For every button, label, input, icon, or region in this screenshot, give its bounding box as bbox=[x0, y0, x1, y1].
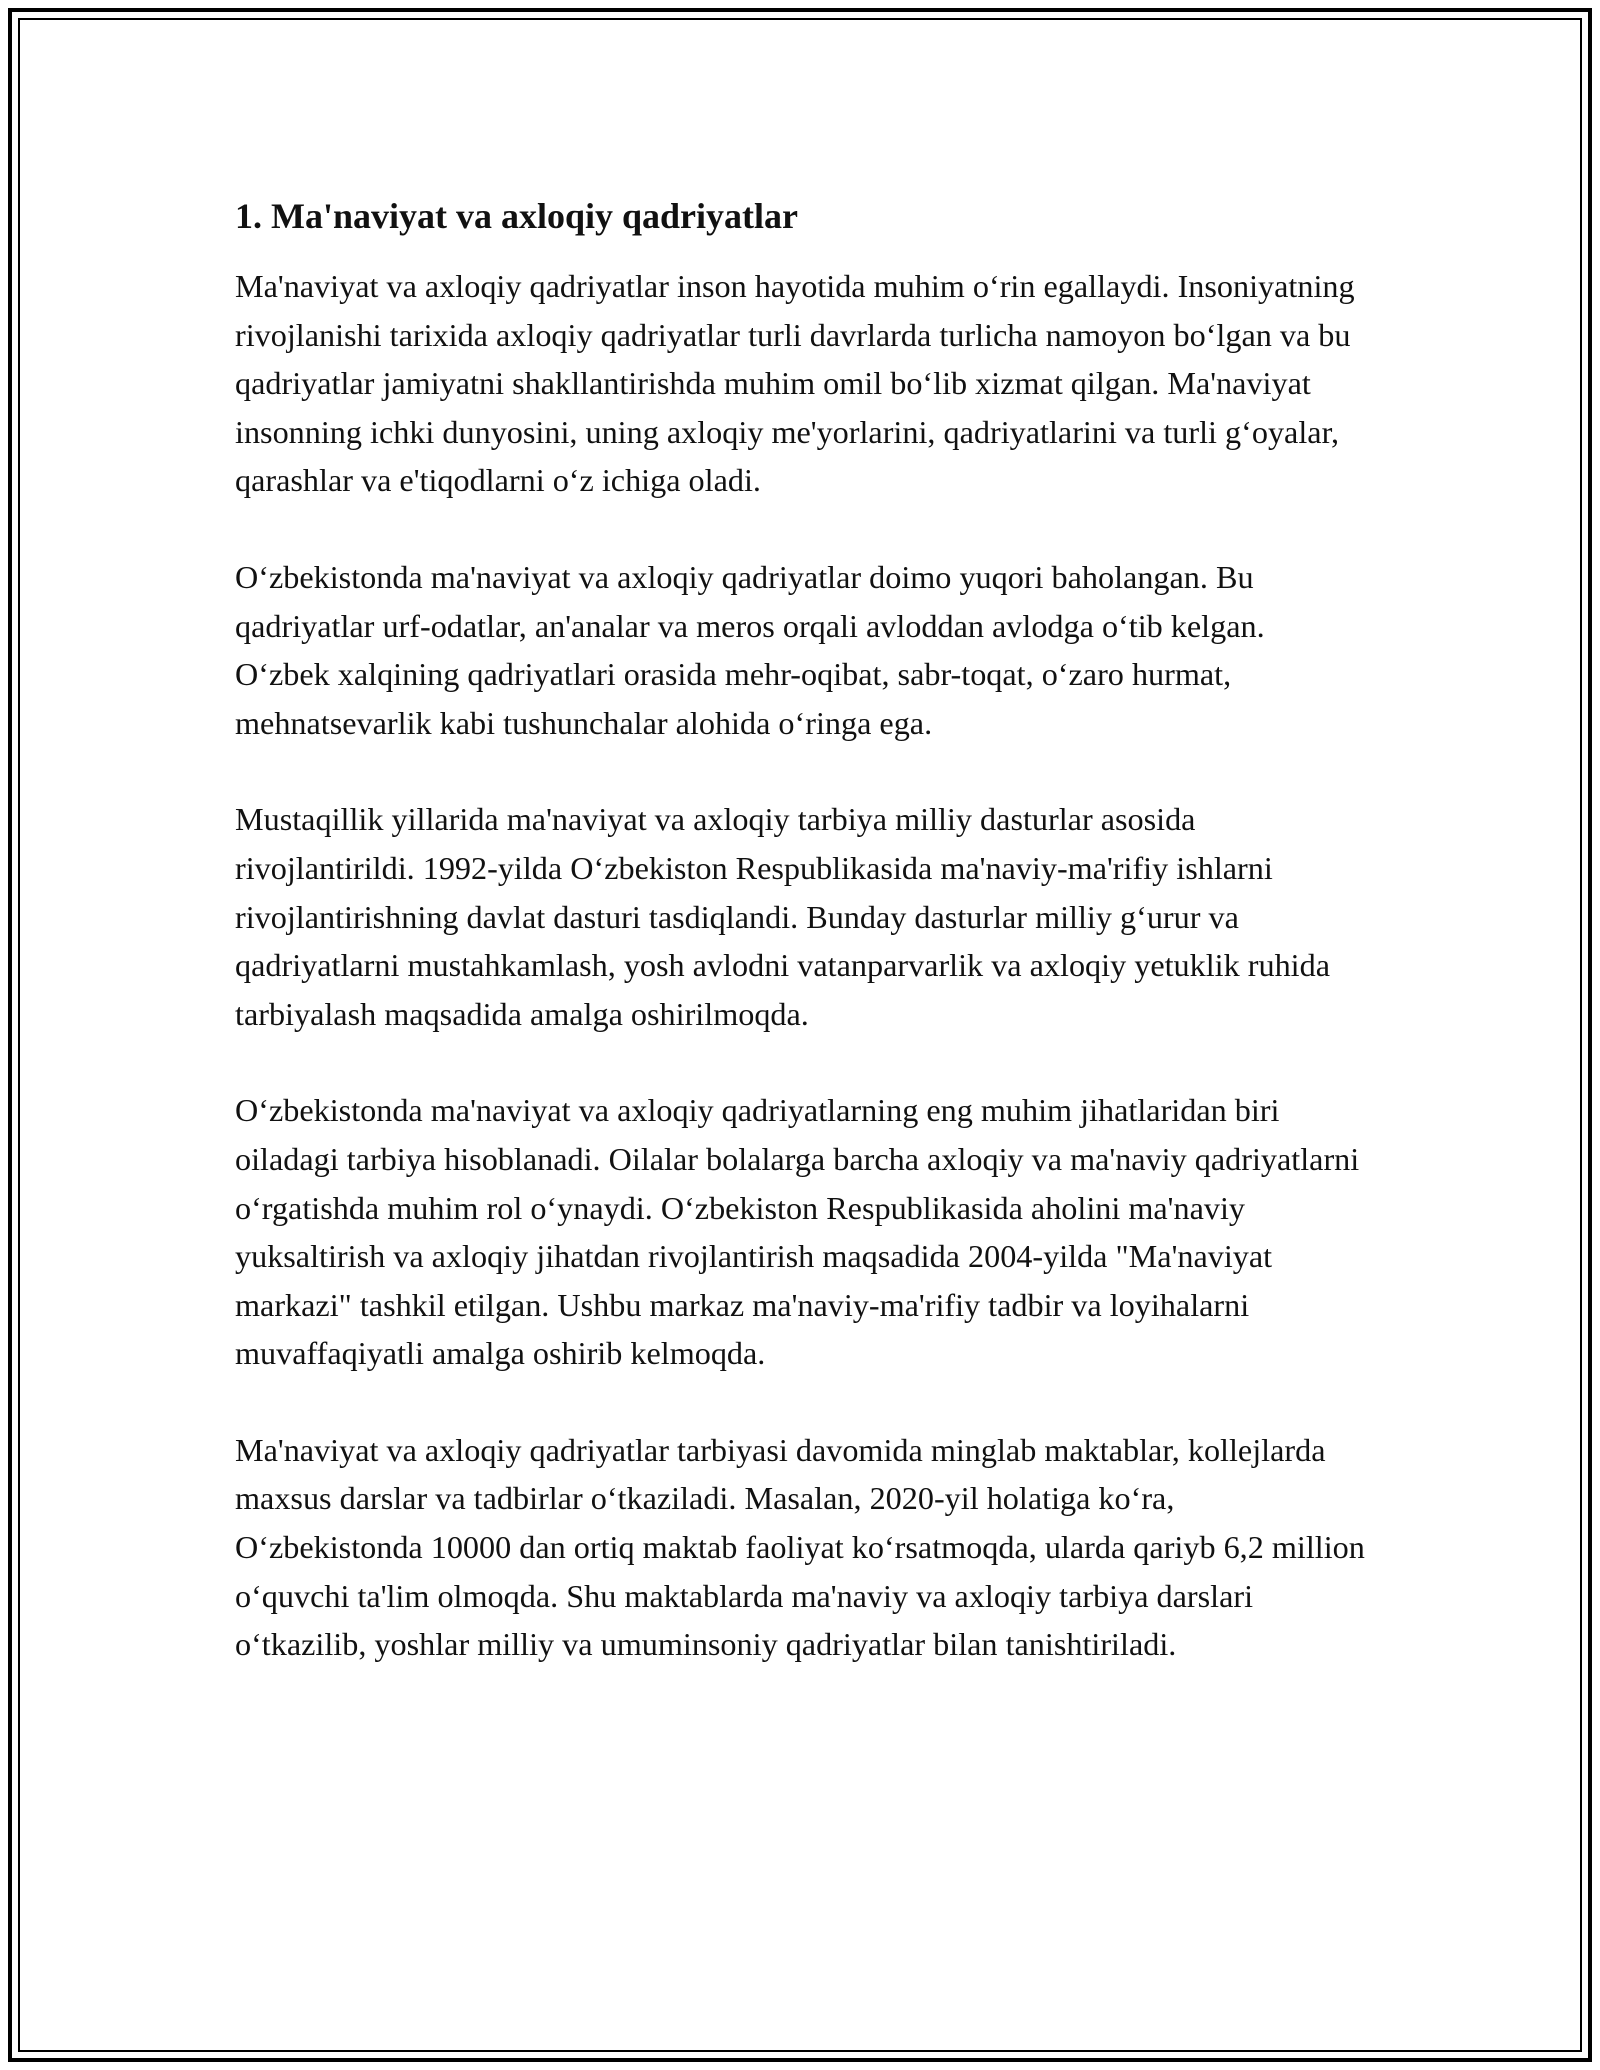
paragraph-4: O‘zbekistonda ma'naviyat va axloqiy qadriyatlarning eng muhim jihatlaridan biri oiladagi tarbiya hisoblanadi. Oilalar bolalarga barcha axloqiy va ma'naviy qadriyatlarni o‘rgatishda muhim rol o‘ynaydi. O‘zbekiston Respublikasida aholini ma'naviy yuksaltirish va axloqiy jihatdan rivojlantirish maqsadida 2004-yilda "Ma'naviyat markazi" tashkil etilgan. Ushbu markaz ma'naviy-ma'rifiy tadbir va loyihalarni muvaffaqiyatli amalga oshirib kelmoqda. bbox=[235, 1092, 1360, 1372]
paragraph-3: Mustaqillik yillarida ma'naviyat va axloqiy tarbiya milliy dasturlar asosida rivojlantirildi. 1992-yilda O‘zbekiston Respublikasida ma'naviy-ma'rifiy ishlarni rivojlantirishning davlat dasturi tasdiqlandi. Bunday dasturlar milliy g‘urur va qadriyatlarni mustahkamlash, yosh avlodni vatanparvarlik va axloqiy yetuklik ruhida tarbiyalash maqsadida amalga oshirilmoqda. bbox=[235, 801, 1330, 1032]
section-heading: 1. Ma'naviyat va axloqiy qadriyatlar bbox=[235, 196, 799, 236]
paragraph-2: O‘zbekistonda ma'naviyat va axloqiy qadriyatlar doimo yuqori baholangan. Bu qadriyatlar urf-odatlar, an'analar va meros orqali avloddan avlodga o‘tib kelgan. O‘zbek xalqining qadriyatlari orasida mehr-oqibat, sabr-toqat, o‘zaro hurmat, mehnatsevarlik kabi tushunchalar alohida o‘ringa ega. bbox=[235, 558, 1265, 741]
document-body bbox=[235, 192, 1365, 1717]
paragraph-5: Ma'naviyat va axloqiy qadriyatlar tarbiyasi davomida minglab maktablar, kollejlarda maxsus darslar va tadbirlar o‘tkaziladi. Masalan, 2020-yil holatiga ko‘ra, O‘zbekistonda 10000 dan ortiq maktab faoliyat ko‘rsatmoqda, ularda qariyb 6,2 million o‘quvchi ta'lim olmoqda. Shu maktablarda ma'naviy va axloqiy tarbiya darslari o‘tkazilib, yoshlar milliy va umuminsoniy qadriyatlar bilan tanishtiriladi. bbox=[235, 1431, 1365, 1663]
paragraph-1: Ma'naviyat va axloqiy qadriyatlar inson hayotida muhim o‘rin egallaydi. Insoniyatning rivojlanishi tarixida axloqiy qadriyatlar turli davrlarda turlicha namoyon bo‘lgan va bu qadriyatlar jamiyatni shakllantirishda muhim omil bo‘lib xizmat qilgan. Ma'naviyat insonning ichki dunyosini, uning axloqiy me'yorlarini, qadriyatlarini va turli g‘oyalar, qarashlar va e'tiqodlarni o‘z ichiga oladi. bbox=[235, 268, 1355, 499]
